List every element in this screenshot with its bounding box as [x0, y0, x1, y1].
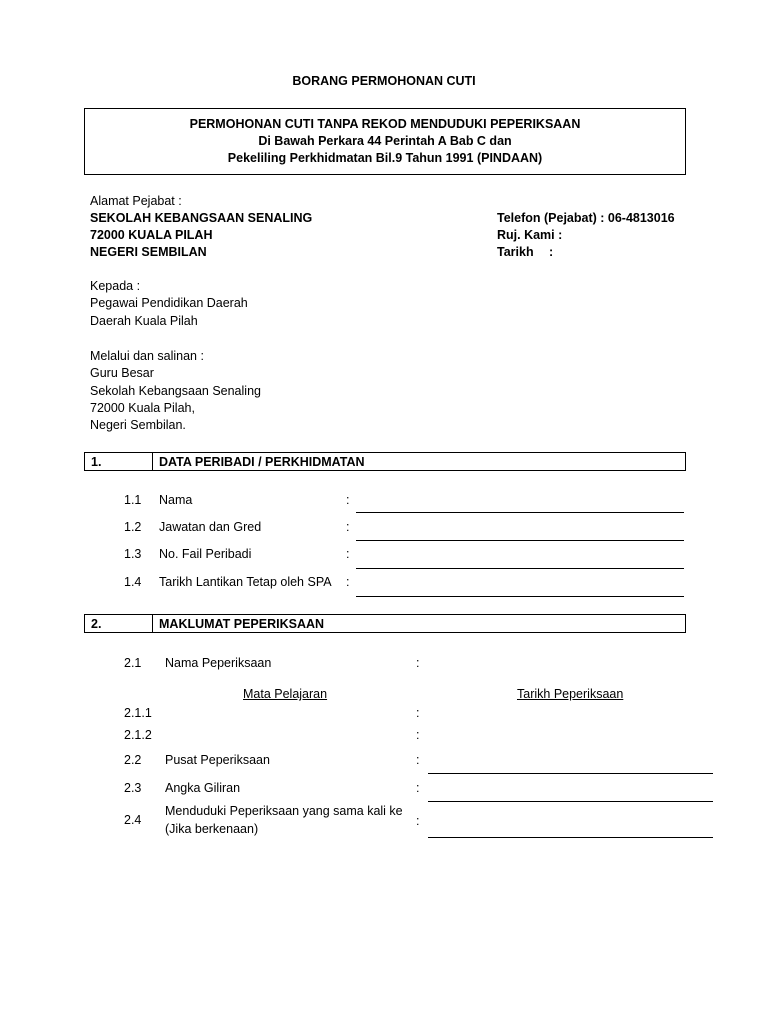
exam-name-label: Nama Peperiksaan	[165, 656, 272, 670]
section-2-title: MAKLUMAT PEPERIKSAAN	[159, 617, 325, 631]
field-2-2-number: 2.2	[124, 753, 142, 767]
section-1-number: 1.	[91, 455, 102, 469]
appointment-date-input-line[interactable]	[356, 596, 684, 597]
via-label: Melalui dan salinan :	[90, 349, 204, 363]
name-input-line[interactable]	[356, 512, 684, 513]
field-2-1-1-number: 2.1.1	[124, 706, 152, 720]
date-colon: :	[549, 245, 554, 259]
field-1-1-number: 1.1	[124, 493, 142, 507]
exam-center-input-line[interactable]	[428, 773, 713, 774]
via-line-3: 72000 Kuala Pilah,	[90, 401, 195, 415]
via-line-2: Sekolah Kebangsaan Senaling	[90, 384, 261, 398]
section-2-header	[84, 614, 686, 633]
section-1-header	[84, 452, 686, 471]
date-label: Tarikh	[497, 245, 534, 259]
form-title: BORANG PERMOHONAN CUTI	[292, 74, 476, 88]
office-line-2: 72000 KUALA PILAH	[90, 228, 213, 242]
index-number-colon: :	[416, 781, 420, 795]
office-line-3: NEGERI SEMBILAN	[90, 245, 207, 259]
office-line-1: SEKOLAH KEBANGSAAN SENALING	[90, 211, 313, 225]
exam-center-label: Pusat Peperiksaan	[165, 753, 270, 767]
exam-date-column-header: Tarikh Peperiksaan	[517, 687, 624, 701]
reference-label: Ruj. Kami :	[497, 228, 563, 242]
subject-column-header: Mata Pelajaran	[243, 687, 328, 701]
field-1-2-number: 1.2	[124, 520, 142, 534]
field-appointment-colon: :	[346, 575, 350, 589]
exam-name-colon: :	[416, 656, 420, 670]
header-line-3: Pekeliling Perkhidmatan Bil.9 Tahun 1991 (PINDAAN)	[227, 151, 543, 165]
attempt-colon: :	[416, 814, 420, 828]
field-2-3-number: 2.3	[124, 781, 142, 795]
field-name-colon: :	[346, 493, 350, 507]
attempt-label-line-2: (Jika berkenaan)	[165, 822, 259, 836]
field-2-1-2-colon: :	[416, 728, 420, 742]
field-2-1-1-colon: :	[416, 706, 420, 720]
field-1-3-number: 1.3	[124, 547, 142, 561]
attempt-label-line-1: Menduduki Peperiksaan yang sama kali ke	[165, 804, 403, 818]
office-label: Alamat Pejabat :	[90, 194, 182, 208]
section-1-title: DATA PERIBADI / PERKHIDMATAN	[159, 455, 365, 469]
header-line-1: PERMOHONAN CUTI TANPA REKOD MENDUDUKI PEPERIKSAAN	[189, 117, 581, 131]
index-number-label: Angka Giliran	[165, 781, 241, 795]
to-line-2: Daerah Kuala Pilah	[90, 314, 198, 328]
exam-center-colon: :	[416, 753, 420, 767]
field-1-4-number: 1.4	[124, 575, 142, 589]
section-2-number: 2.	[91, 617, 102, 631]
file-number-input-line[interactable]	[356, 568, 684, 569]
attempt-input-line[interactable]	[428, 837, 713, 838]
field-position-colon: :	[346, 520, 350, 534]
header-line-2: Di Bawah Perkara 44 Perintah A Bab C dan	[258, 134, 512, 148]
to-label: Kepada :	[90, 279, 141, 293]
field-position-label: Jawatan dan Gred	[159, 520, 262, 534]
field-2-4-number: 2.4	[124, 813, 142, 827]
office-phone: Telefon (Pejabat) : 06-4813016	[497, 211, 675, 225]
field-2-1-number: 2.1	[124, 656, 142, 670]
field-file-colon: :	[346, 547, 350, 561]
field-file-label: No. Fail Peribadi	[159, 547, 252, 561]
header-box	[84, 108, 686, 175]
field-appointment-label: Tarikh Lantikan Tetap oleh SPA	[159, 575, 332, 589]
via-line-1: Guru Besar	[90, 366, 154, 380]
index-number-input-line[interactable]	[428, 801, 713, 802]
field-name-label: Nama	[159, 493, 193, 507]
section-1-divider	[152, 453, 153, 470]
via-line-4: Negeri Sembilan.	[90, 418, 186, 432]
position-input-line[interactable]	[356, 540, 684, 541]
section-2-divider	[152, 615, 153, 632]
field-2-1-2-number: 2.1.2	[124, 728, 152, 742]
to-line-1: Pegawai Pendidikan Daerah	[90, 296, 248, 310]
